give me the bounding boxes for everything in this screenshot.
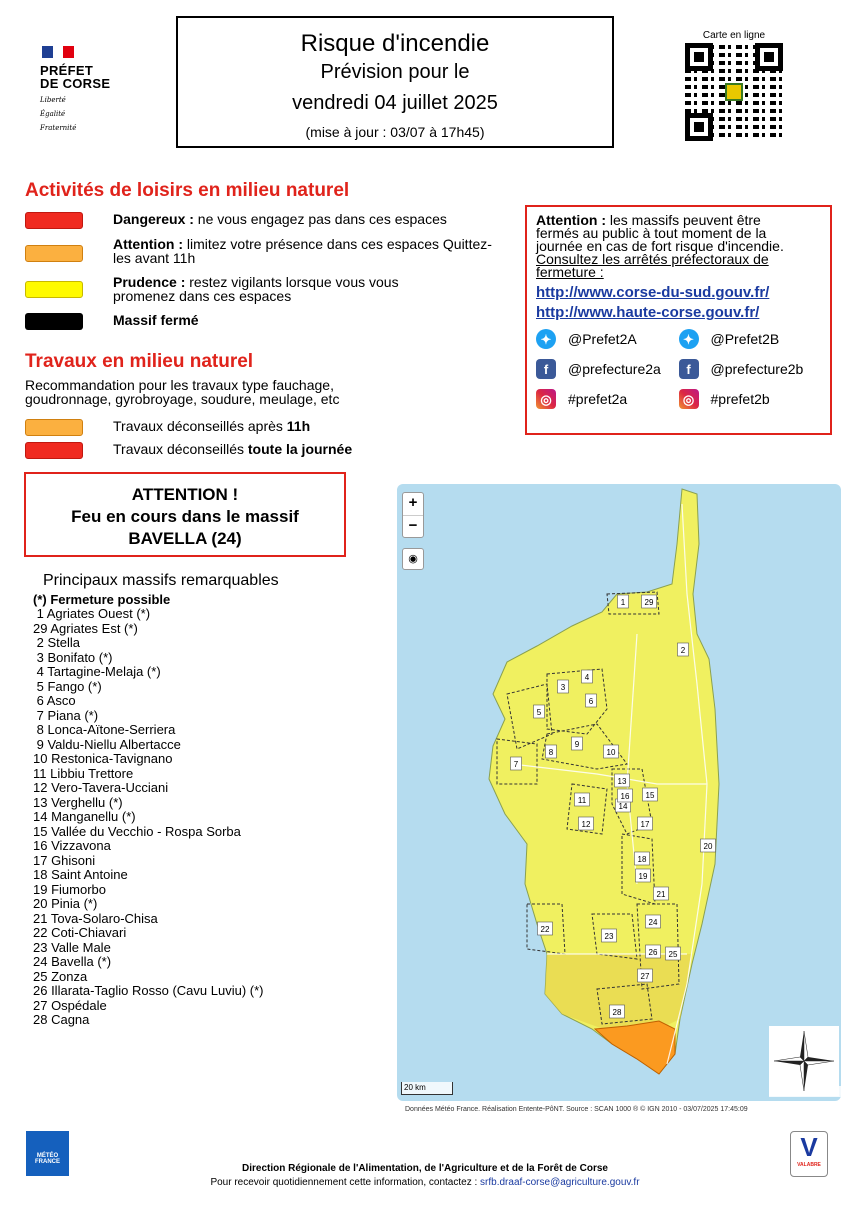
massif-list-item: 3 Bonifato (*): [33, 649, 113, 665]
massif-list-item: 2 Stella: [33, 635, 80, 650]
massif-label[interactable]: 16: [620, 792, 630, 801]
page-title: Risque d'incendie: [300, 30, 490, 57]
travaux-intro: Recommandation pour les travaux type fauchage, goudronnage, gyrobroyage, soudure, meulage, etc: [25, 377, 340, 407]
fire-alert-box: [24, 472, 346, 557]
legend-row-ferme: [25, 313, 533, 330]
massif-label[interactable]: 8: [548, 748, 554, 757]
massif-label[interactable]: 5: [536, 708, 542, 717]
legend-swatch-yellow: [25, 281, 83, 298]
massif-label[interactable]: 29: [644, 598, 654, 607]
valabre-v-icon: V: [800, 1132, 818, 1162]
zoom-in-button[interactable]: +: [408, 494, 418, 511]
massifs-list: [33, 607, 263, 1028]
logo-line2: DE CORSE: [40, 76, 111, 91]
update-time: (mise à jour : 03/07 à 17h45): [305, 124, 485, 140]
twitter-icon: ✦: [536, 329, 556, 349]
massif-label[interactable]: 14: [618, 802, 628, 811]
massif-list-item: 13 Verghellu (*): [33, 794, 123, 810]
social-twitter-2b[interactable]: [679, 329, 822, 349]
prefet-logo: [40, 46, 150, 136]
forecast-date: vendredi 04 juillet 2025: [292, 92, 498, 114]
marianne-flag-icon: [42, 46, 74, 58]
massif-label[interactable]: 17: [640, 820, 650, 829]
massif-label[interactable]: 19: [638, 872, 648, 881]
facebook-icon: f: [536, 359, 556, 379]
massif-list-item: 5 Fango (*): [33, 678, 102, 694]
massif-list-item: 14 Manganellu (*): [33, 809, 136, 824]
social-grid: [536, 329, 821, 409]
social-instagram-2a[interactable]: [536, 389, 679, 409]
massif-label[interactable]: 24: [648, 918, 658, 927]
qr-caption: Carte en ligne: [702, 30, 766, 41]
massif-label[interactable]: 22: [540, 925, 550, 934]
social-handle: @prefecture2a: [568, 360, 661, 377]
massif-list-item: 24 Bavella (*): [33, 954, 112, 969]
loisirs-heading: Activités de loisirs en milieu naturel: [25, 180, 350, 201]
massif-label[interactable]: 11: [577, 796, 587, 805]
compass-rose-icon: [769, 1026, 839, 1096]
massif-list-item: 22 Coti-Chiavari: [33, 925, 127, 940]
valabre-logo: [790, 1131, 828, 1177]
social-instagram-2b[interactable]: [679, 389, 822, 409]
massif-label[interactable]: 27: [640, 972, 650, 981]
legend-label-bold: Attention :: [113, 236, 183, 252]
social-handle: @Prefet2B: [710, 330, 780, 347]
massif-label[interactable]: 3: [560, 683, 566, 692]
footer-email[interactable]: srfb.draaf-corse@agriculture.gouv.fr: [480, 1177, 640, 1188]
travaux-label-text: Travaux déconseillés après: [113, 418, 287, 434]
massif-list-item: 6 Asco: [33, 693, 76, 708]
massif-label[interactable]: 25: [668, 950, 678, 959]
massif-label[interactable]: 28: [612, 1008, 622, 1017]
attention-text: [536, 214, 806, 253]
massif-label[interactable]: 26: [648, 948, 658, 957]
social-handle: @prefecture2b: [710, 360, 804, 377]
massif-label[interactable]: 1: [620, 598, 626, 607]
facebook-icon: f: [679, 359, 699, 379]
travaux-row-11h: [25, 419, 533, 436]
valabre-text: VALABRE: [797, 1162, 821, 1168]
footer-contact: [0, 1177, 850, 1188]
twitter-icon: ✦: [679, 329, 699, 349]
massif-label[interactable]: 23: [604, 932, 614, 941]
logo-motto2: Égalité: [40, 110, 66, 118]
massifs-subtitle: (*) Fermeture possible: [33, 592, 171, 607]
travaux-label-text: Travaux déconseillés: [113, 441, 248, 457]
massif-label[interactable]: 15: [645, 791, 655, 800]
massif-list-item: 29 Agriates Est (*): [33, 620, 138, 636]
massif-label[interactable]: 10: [606, 748, 616, 757]
massif-label[interactable]: 21: [656, 890, 666, 899]
legend-swatch-red: [25, 212, 83, 229]
qr-code-icon[interactable]: [685, 43, 783, 141]
footer-contact-text: Pour recevoir quotidiennement cette information, contactez :: [210, 1177, 481, 1188]
massif-list-item: 11 Libbiu Trettore: [33, 765, 134, 781]
massif-list-item: 16 Vizzavona: [33, 838, 111, 853]
massif-label[interactable]: 18: [637, 855, 647, 864]
social-twitter-2a[interactable]: [536, 329, 679, 349]
travaux-row-journee: [25, 442, 533, 459]
attention-bold: Attention :: [536, 212, 606, 228]
instagram-icon: ◎: [536, 389, 556, 409]
link-corse-du-sud[interactable]: http://www.corse-du-sud.gouv.fr/: [536, 284, 770, 301]
massif-list-item: 10 Restonica-Tavignano: [33, 751, 173, 766]
travaux-heading: Travaux en milieu naturel: [25, 351, 254, 372]
travaux-label-bold: toute la journée: [247, 441, 353, 457]
logo-motto3: Fraternité: [40, 124, 77, 132]
massif-list-item: 17 Ghisoni: [33, 852, 96, 868]
massif-list-item: 20 Pinia (*): [33, 896, 98, 911]
social-facebook-2b[interactable]: [679, 359, 822, 379]
qr-block: [682, 30, 786, 141]
massif-list-item: 12 Vero-Tavera-Ucciani: [33, 780, 169, 795]
footer-org: Direction Régionale de l'Alimentation, de l'Agriculture et de la Forêt de Corse: [242, 1163, 608, 1174]
massif-list-item: 18 Saint Antoine: [33, 867, 128, 882]
meteo-france-logo: MÉTÉO FRANCE: [26, 1131, 69, 1176]
legend-label-text: ne vous engagez pas dans ces espaces: [193, 211, 447, 227]
massif-list-item: 28 Cagna: [33, 1012, 90, 1027]
page-subtitle: Prévision pour le: [320, 61, 470, 83]
massif-list-item: 26 Illarata-Taglio Rosso (Cavu Luviu) (*): [33, 983, 264, 998]
social-facebook-2a[interactable]: [536, 359, 679, 379]
legend-label-bold: Dangereux :: [113, 211, 194, 227]
massif-list-item: 8 Lonca-Aïtone-Serriera: [33, 722, 176, 737]
locate-button[interactable]: ◉: [402, 548, 424, 570]
attention-box: [525, 205, 832, 435]
title-box: [176, 16, 614, 148]
corsica-map: [397, 484, 841, 1101]
attention-body: les massifs peuvent être fermés au public à tout moment de la journée en cas de fort risque d'incendie.: [536, 212, 784, 254]
massif-label[interactable]: 6: [588, 697, 594, 706]
fire-alert-line1: ATTENTION !: [131, 485, 239, 504]
massifs-title: Principaux massifs remarquables: [43, 572, 279, 589]
fire-alert-line3: BAVELLA (24): [128, 529, 242, 548]
logo-motto1: Liberté: [40, 96, 66, 104]
social-handle: #prefet2a: [568, 390, 628, 407]
map-source: Données Météo France. Réalisation Entente-PôNT. Source : SCAN 1000 ® © IGN 2010 - 03/07/2025 17:45:09: [405, 1106, 748, 1113]
massif-list-item: 7 Piana (*): [33, 707, 99, 723]
moderate-risk-zone: [595, 1021, 675, 1074]
massif-list-item: 15 Vallée du Vecchio - Rospa Sorba: [33, 823, 241, 839]
legend-label-text: limitez votre présence dans ces espaces Quittez-les avant 11h: [113, 236, 492, 266]
legend-swatch-orange: [25, 419, 83, 436]
massif-label[interactable]: 9: [574, 740, 580, 749]
massif-label[interactable]: 13: [617, 777, 627, 786]
massif-list-item: 19 Fiumorbo: [33, 881, 106, 897]
massif-list-item: 25 Zonza: [33, 968, 88, 984]
legend-label-bold: Massif fermé: [113, 312, 199, 328]
legend-row-prudence: [25, 275, 453, 303]
massif-list-item: 21 Tova-Solaro-Chisa: [33, 910, 158, 926]
fire-alert-line2: Feu en cours dans le massif: [71, 507, 299, 526]
logo-line1: PRÉFET: [40, 63, 94, 78]
consult-text: Consultez les arrêtés préfectoraux de fermeture :: [536, 251, 769, 280]
map-view[interactable]: [397, 484, 841, 1101]
massif-label[interactable]: 2: [680, 646, 686, 655]
massif-list-item: 1 Agriates Ouest (*): [33, 606, 151, 621]
social-handle: #prefet2b: [710, 390, 770, 407]
legend-swatch-orange: [25, 245, 83, 262]
legend-swatch-black: [25, 313, 83, 330]
travaux-label-bold: 11h: [286, 418, 311, 434]
massif-list-item: 23 Valle Male: [33, 939, 111, 955]
legend-row-dangereux: [25, 212, 533, 229]
legend-swatch-red: [25, 442, 83, 459]
map-scale: 20 km: [401, 1082, 453, 1095]
zoom-control: [402, 492, 424, 538]
social-handle: @Prefet2A: [568, 330, 637, 347]
massif-label[interactable]: 4: [584, 673, 590, 682]
massif-list-item: 27 Ospédale: [33, 997, 107, 1013]
massif-list-item: 4 Tartagine-Melaja (*): [33, 664, 161, 679]
instagram-icon: ◎: [679, 389, 699, 409]
massif-label[interactable]: 12: [581, 820, 591, 829]
massif-label[interactable]: 20: [703, 842, 713, 851]
zoom-out-button[interactable]: −: [403, 515, 423, 537]
massif-label[interactable]: 7: [513, 760, 519, 769]
legend-row-attention: [25, 237, 493, 265]
legend-label-text: restez vigilants lorsque vous vous promenez dans ces espaces: [113, 274, 399, 304]
massif-list-item: 9 Valdu-Niellu Albertacce: [33, 736, 181, 752]
legend-label-bold: Prudence :: [113, 274, 186, 290]
link-haute-corse[interactable]: http://www.haute-corse.gouv.fr/: [536, 304, 760, 321]
